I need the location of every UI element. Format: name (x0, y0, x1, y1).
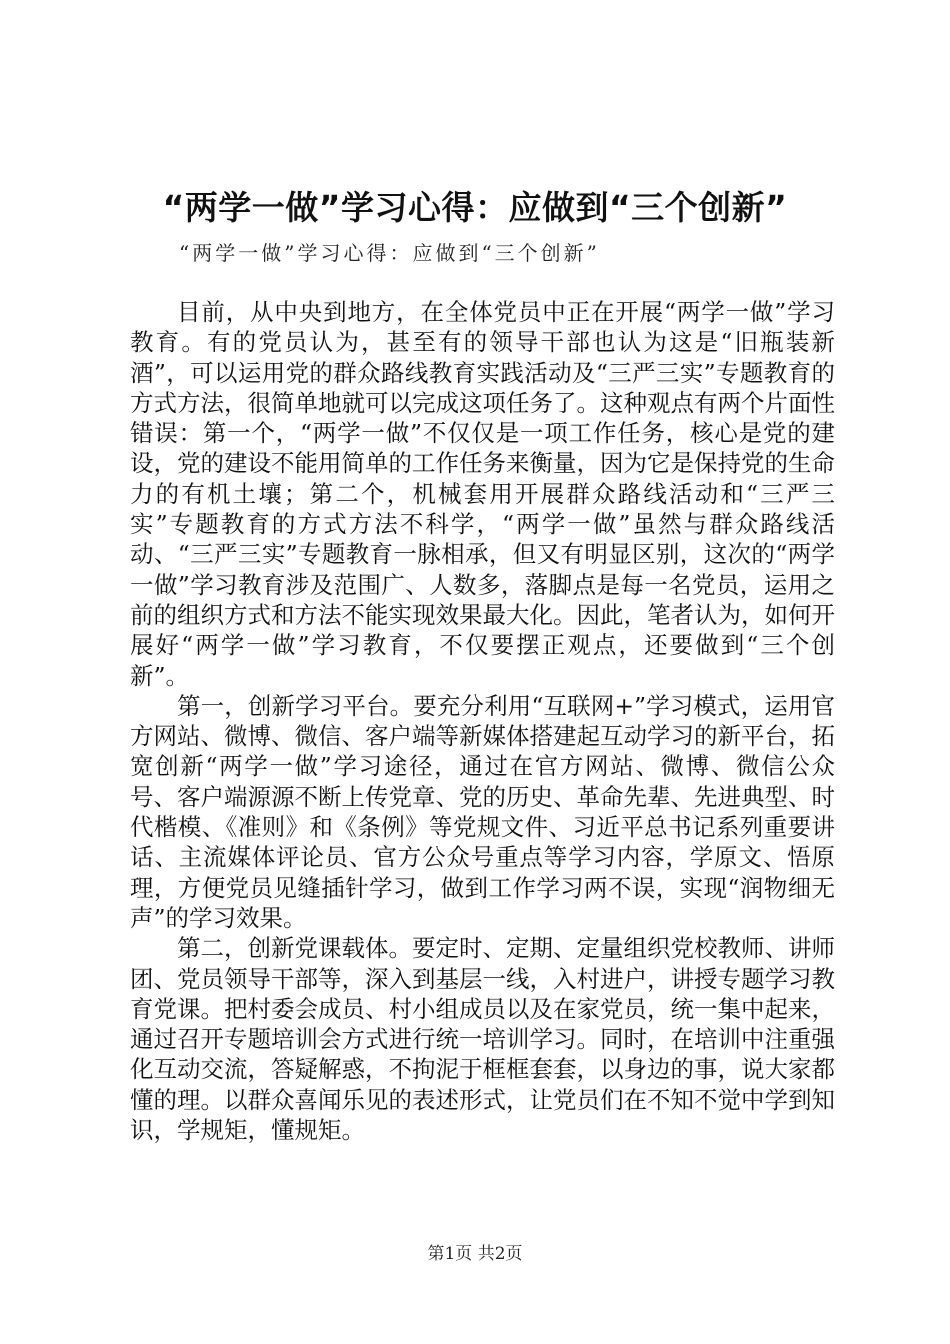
document-body (130, 297, 835, 1145)
page-number-footer: 第1页 共2页 (427, 1244, 523, 1264)
paragraph-first-innovation: 第一，创新学习平台。要充分利用“互联网+”学习模式，运用官方网站、微博、微信、客户端等新媒体搭建起互动学习的新平台，拓宽创新“两学一做”学习途径，通过在官方网站、微博、微信公众号、客户端源源不断上传党章、党的历史、革命先辈、先进典型、时代楷模、《准则》和《条例》等党规文件、习近平总书记系列重要讲话、主流媒体评论员、官方公众号重点等学习内容，学原文、悟原理，方便党员见缝插针学习，做到工作学习两不误，实现“润物细无声”的学习效果。 (130, 691, 835, 932)
document-subtitle: “两学一做”学习心得：应做到“三个创新” (179, 241, 600, 265)
document-title: “两学一做”学习心得：应做到“三个创新” (162, 188, 788, 227)
paragraph-intro: 目前，从中央到地方，在全体党员中正在开展“两学一做”学习教育。有的党员认为，甚至有的领导干部也认为这是“旧瓶装新酒”，可以运用党的群众路线教育实践活动及“三严三实”专题教育的方式方法，很简单地就可以完成这项任务了。这种观点有两个片面性错误：第一个，“两学一做”不仅仅是一项工作任务，核心是党的建设，党的建设不能用简单的工作任务来衡量，因为它是保持党的生命力的有机土壤；第二个，机械套用开展群众路线活动和“三严三实”专题教育的方式方法不科学，“两学一做”虽然与群众路线活动、“三严三实”专题教育一脉相承，但又有明显区别，这次的“两学一做”学习教育涉及范围广、人数多，落脚点是每一名党员，运用之前的组织方式和方法不能实现效果最大化。因此，笔者认为，如何开展好“两学一做”学习教育，不仅要摆正观点，还要做到“三个创新”。 (130, 298, 835, 690)
paragraph-second-innovation: 第二，创新党课载体。要定时、定期、定量组织党校教师、讲师团、党员领导干部等，深入到基层一线，入村进户，讲授专题学习教育党课。把村委会成员、村小组成员以及在家党员，统一集中起来，通过召开专题培训会方式进行统一培训学习。同时，在培训中注重强化互动交流，答疑解惑，不拘泥于框框套套，以身边的事，说大家都懂的理。以群众喜闻乐见的表述形式，让党员们在不知不觉中学到知识，学规矩，懂规矩。 (130, 934, 835, 1145)
